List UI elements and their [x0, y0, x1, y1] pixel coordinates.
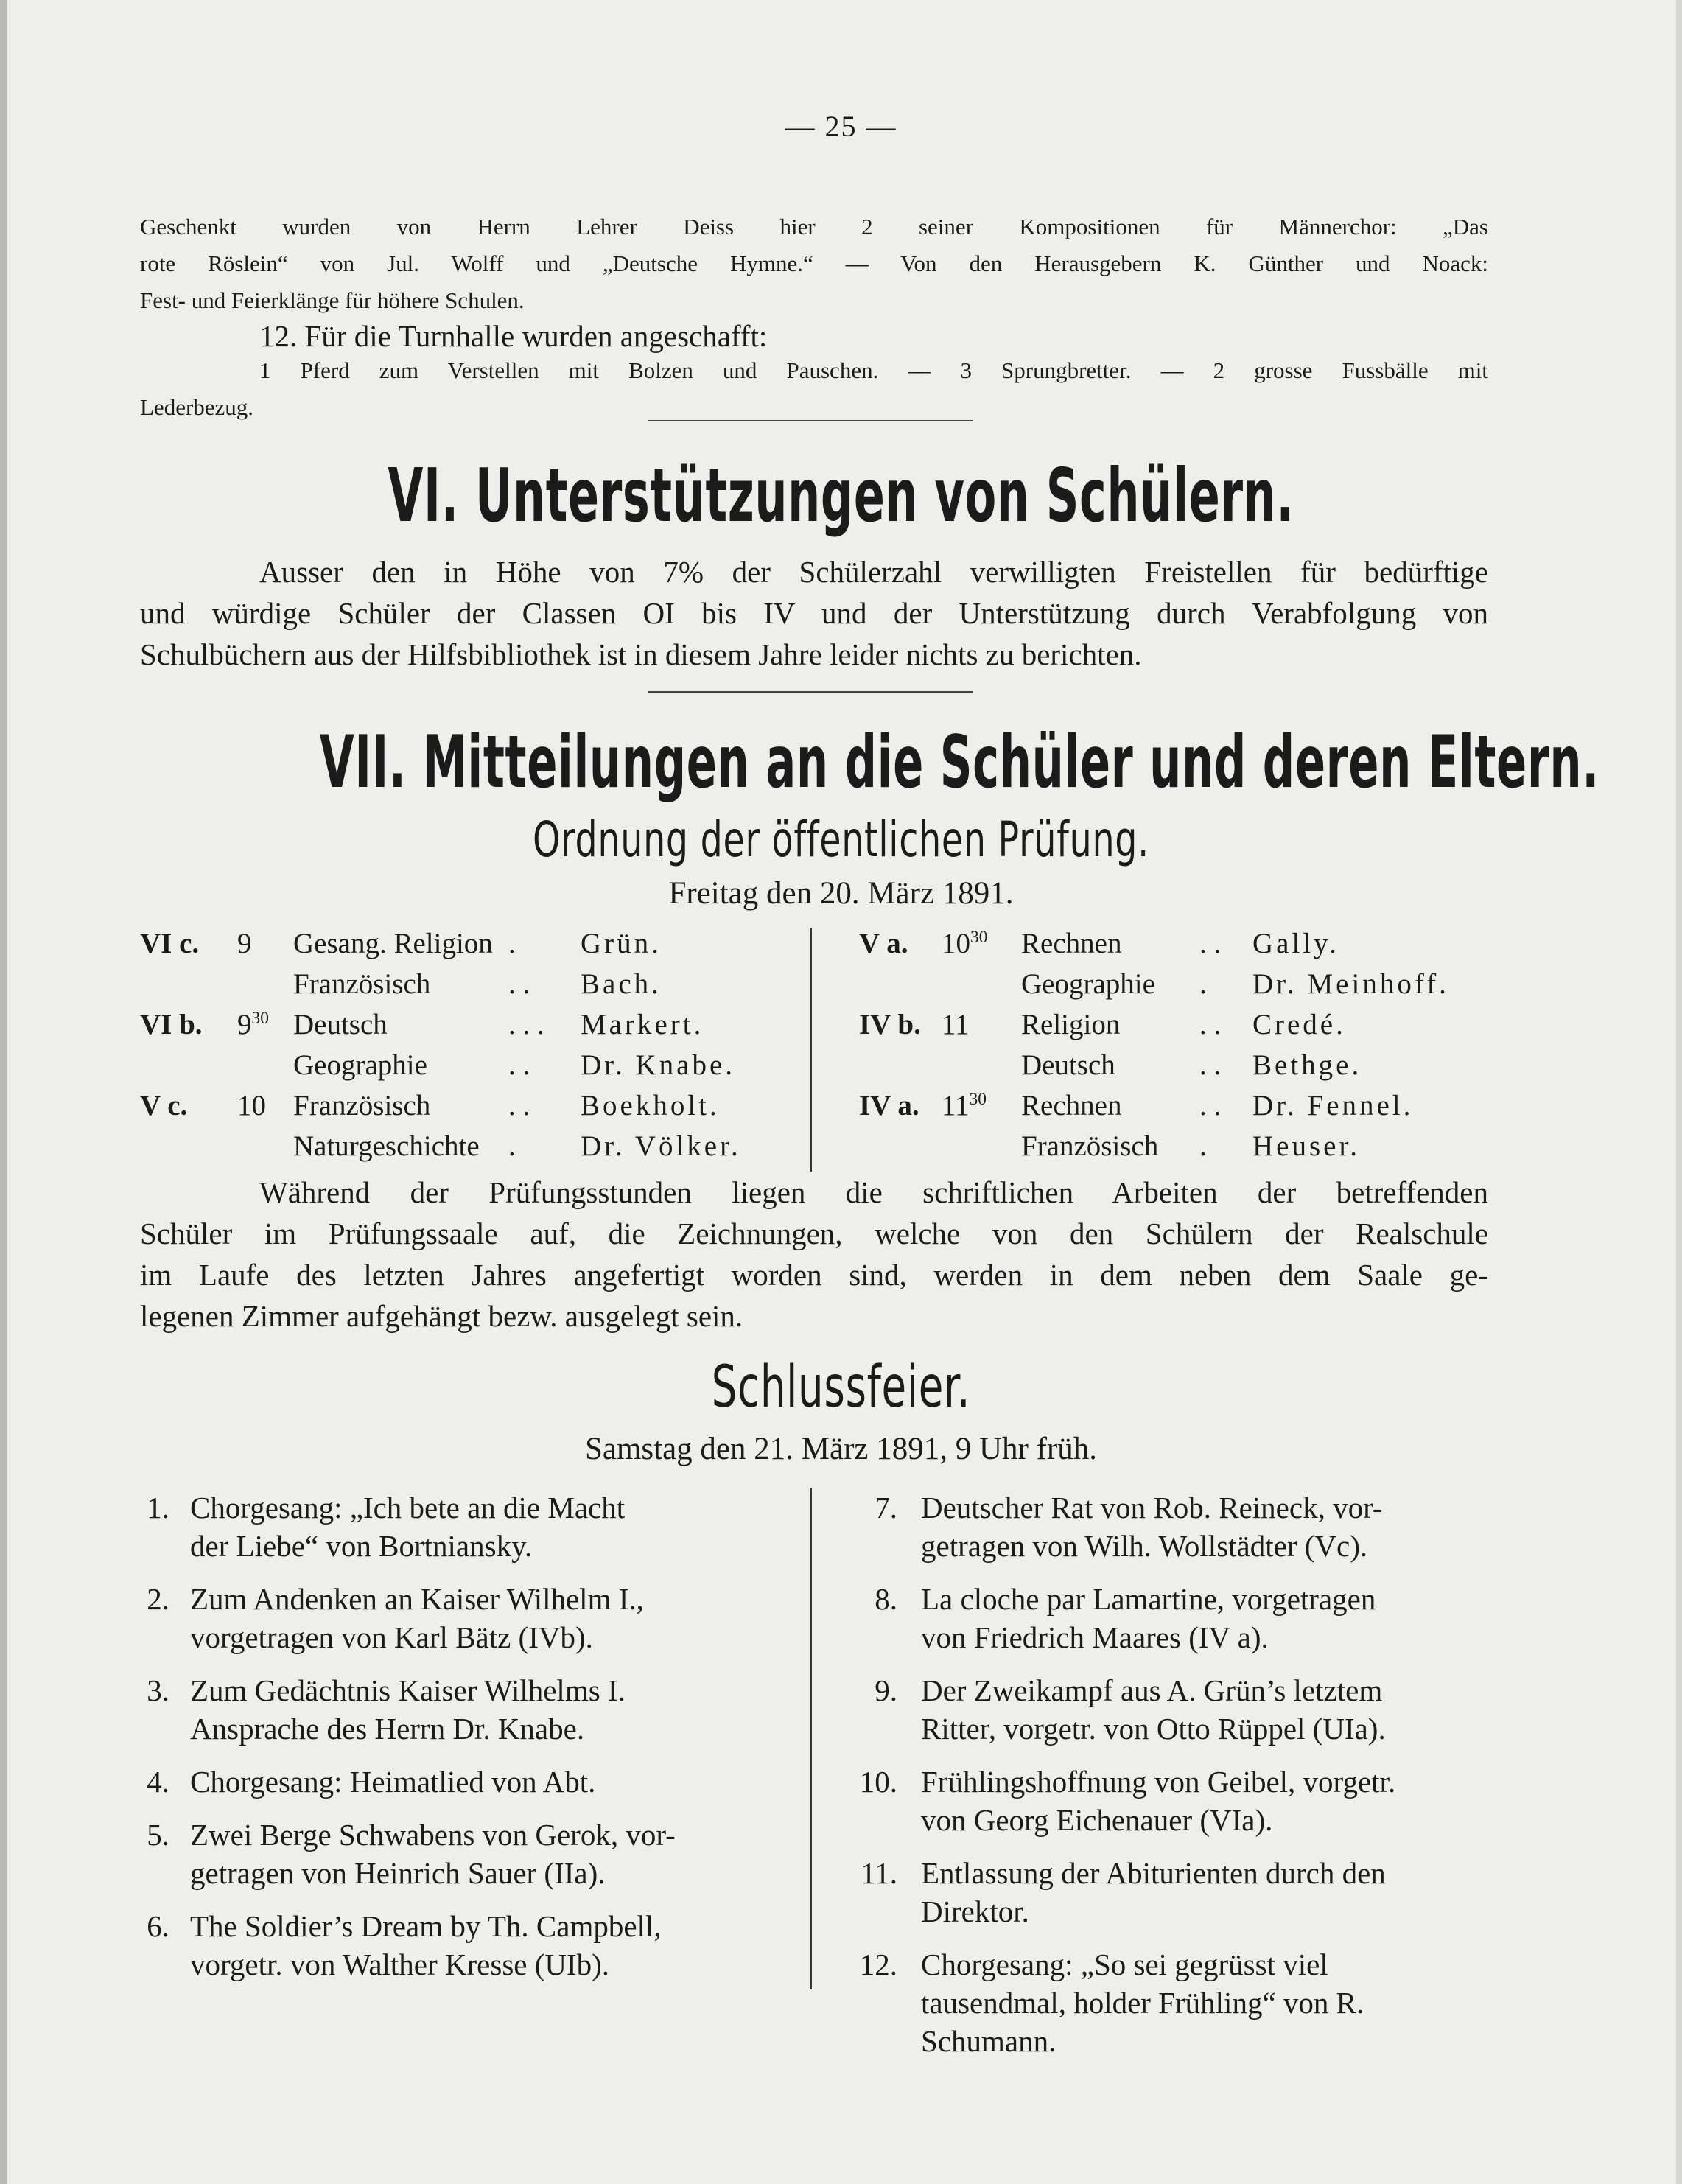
exam-dots: . .	[1199, 1009, 1222, 1040]
exam-teacher: Boekholt.	[581, 1090, 720, 1121]
schlussfeier-title: Schlussfeier.	[711, 1354, 971, 1421]
program-item-line: Deutscher Rat von Rob. Reineck, vor-	[921, 1491, 1383, 1525]
program-item-line: Ritter, vorgetr. von Otto Rüppel (UIa).	[921, 1712, 1386, 1746]
program-number: 6.	[147, 1909, 169, 1943]
exam-teacher: Grün.	[581, 928, 662, 959]
program-item-line: von Friedrich Maares (IV a).	[921, 1620, 1269, 1654]
exam-class: VI b.	[140, 1009, 203, 1040]
exam-dots: .	[508, 1130, 516, 1162]
program-number: 1.	[147, 1491, 169, 1525]
exam-teacher: Bach.	[581, 968, 662, 1000]
exam-subject: Französisch	[293, 968, 431, 1000]
section-6-title: VI. Unterstützungen von Schülern.	[388, 452, 1294, 539]
exam-time: $10^{30}$	[942, 928, 988, 959]
exam-subject: Französisch	[293, 1090, 431, 1121]
program-item-line: Chorgesang: „So sei gegrüsst viel	[921, 1947, 1328, 1981]
program-item-line: Entlassung der Abiturienten durch den	[921, 1856, 1386, 1890]
exam-teacher: Bethge.	[1252, 1049, 1362, 1081]
program-item-line: Ansprache des Herrn Dr. Knabe.	[190, 1712, 585, 1746]
exam-subject: Naturgeschichte	[293, 1130, 480, 1162]
page-edge-left	[0, 0, 7, 2184]
program-number: 7.	[875, 1491, 897, 1525]
exam-dots: . .	[1199, 928, 1222, 959]
exam-dots: .	[508, 928, 516, 959]
program-number: 5.	[147, 1818, 169, 1852]
exam-teacher: Dr. Fennel.	[1252, 1090, 1414, 1121]
page-number: — 25 —	[785, 110, 897, 143]
exam-subject: Rechnen	[1021, 1090, 1122, 1121]
exam-class: IV a.	[859, 1090, 919, 1121]
exam-class: IV b.	[859, 1009, 921, 1040]
program-item-line: Schumann.	[921, 2024, 1056, 2058]
program-item-line: getragen von Heinrich Sauer (IIa).	[190, 1856, 606, 1890]
exam-subject: Französisch	[1021, 1130, 1159, 1162]
turnhalle-line-2: Lederbezug.	[140, 394, 254, 420]
exam-subject: Geographie	[1021, 968, 1155, 1000]
exam-dots: .	[1199, 968, 1207, 1000]
program-number: 8.	[875, 1582, 897, 1616]
exam-time: 10	[237, 1090, 266, 1121]
program-number: 12.	[859, 1947, 897, 1981]
exam-note-line-4: legenen Zimmer aufgehängt bezw. ausgelegt sein.	[140, 1299, 743, 1333]
program-item-line: tausendmal, holder Frühling“ von R.	[921, 1986, 1364, 2020]
exam-order-title: Ordnung der öffentlichen Prüfung.	[532, 811, 1150, 868]
exam-dots: . .	[1199, 1049, 1222, 1081]
program-number: 4.	[147, 1765, 169, 1799]
exam-subject: Deutsch	[293, 1009, 388, 1040]
geschenkt-line-2: rote Röslein“ von Jul. Wolff und „Deutsche Hymne.“ — Von den Herausgebern K. Günther und Noack:	[140, 251, 1488, 276]
program-item-line: Chorgesang: Heimatlied von Abt.	[190, 1765, 596, 1799]
exam-teacher: Dr. Knabe.	[581, 1049, 736, 1081]
exam-dots: .	[1199, 1130, 1207, 1162]
program-number: 11.	[861, 1856, 897, 1890]
exam-time: $9^{30}$	[237, 1009, 269, 1040]
section-6-line-2: und würdige Schüler der Classen OI bis IV und der Unterstützung durch Verabfolgung von	[140, 596, 1488, 630]
program-item-line: vorgetr. von Walther Kresse (UIb).	[190, 1947, 610, 1981]
turnhalle-line-1: 1 Pferd zum Verstellen mit Bolzen und Pauschen. — 3 Sprungbretter. — 2 grosse Fussbälle mit	[259, 357, 1488, 383]
exam-teacher: Dr. Meinhoff.	[1252, 968, 1449, 1000]
exam-time: 9	[237, 928, 252, 959]
exam-note-line-1: Während der Prüfungsstunden liegen die schriftlichen Arbeiten der betreffenden	[259, 1175, 1488, 1209]
turnhalle-heading: 12. Für die Turnhalle wurden angeschafft:	[259, 319, 768, 353]
section-6-line-3: Schulbüchern aus der Hilfsbibliothek ist in diesem Jahre leider nichts zu berichten.	[140, 637, 1142, 671]
program-item-line: von Georg Eichenauer (VIa).	[921, 1803, 1273, 1837]
exam-class: V a.	[859, 928, 908, 959]
exam-class: V c.	[140, 1090, 188, 1121]
program-item-line: der Liebe“ von Bortniansky.	[190, 1529, 533, 1563]
program-number: 10.	[859, 1765, 897, 1799]
divider	[648, 420, 973, 421]
program-number: 2.	[147, 1582, 169, 1616]
exam-teacher: Gally.	[1252, 928, 1339, 959]
section-6-line-1: Ausser den in Höhe von 7% der Schülerzahl verwilligten Freistellen für bedürftige	[259, 555, 1488, 589]
program-item-line: Zwei Berge Schwabens von Gerok, vor-	[190, 1818, 676, 1852]
exam-dots: . .	[508, 968, 530, 1000]
program-item-line: Frühlingshoffnung von Geibel, vorgetr.	[921, 1765, 1396, 1799]
exam-note-line-3: im Laufe des letzten Jahres angefertigt worden sind, werden in dem neben dem Saale ge-	[140, 1258, 1488, 1292]
exam-teacher: Dr. Völker.	[581, 1130, 741, 1162]
exam-class: VI c.	[140, 928, 200, 959]
exam-subject: Gesang. Religion	[293, 928, 493, 959]
column-divider	[810, 1488, 812, 1989]
exam-subject: Geographie	[293, 1049, 427, 1081]
program-item-line: Der Zweikampf aus A. Grün’s letztem	[921, 1673, 1383, 1707]
section-7-title: VII. Mitteilungen an die Schüler und deren Eltern.	[319, 721, 1599, 805]
divider	[648, 691, 973, 693]
exam-dots: . . .	[508, 1009, 544, 1040]
exam-note-line-2: Schüler im Prüfungssaale auf, die Zeichnungen, welche von den Schülern der Realschule	[140, 1217, 1488, 1250]
exam-time: 11	[942, 1009, 970, 1040]
exam-dots: . .	[1199, 1090, 1222, 1121]
geschenkt-line-3: Fest- und Feierklänge für höhere Schulen.	[140, 287, 525, 313]
exam-date: Freitag den 20. März 1891.	[668, 876, 1014, 911]
exam-subject: Rechnen	[1021, 928, 1122, 959]
program-number: 9.	[875, 1673, 897, 1707]
page-edge-right	[1676, 0, 1682, 2184]
program-number: 3.	[147, 1673, 169, 1707]
exam-dots: . .	[508, 1049, 530, 1081]
geschenkt-line-1: Geschenkt wurden von Herrn Lehrer Deiss hier 2 seiner Kompositionen für Männerchor: „Das	[140, 214, 1488, 239]
program-item-line: vorgetragen von Karl Bätz (IVb).	[190, 1620, 593, 1654]
program-item-line: The Soldier’s Dream by Th. Campbell,	[190, 1909, 662, 1943]
program-item-line: Direktor.	[921, 1894, 1029, 1928]
program-item-line: Chorgesang: „Ich bete an die Macht	[190, 1491, 626, 1525]
column-divider	[810, 928, 812, 1172]
program-item-line: Zum Gedächtnis Kaiser Wilhelms I.	[190, 1673, 626, 1707]
exam-subject: Religion	[1021, 1009, 1121, 1040]
exam-teacher: Credé.	[1252, 1009, 1346, 1040]
program-item-line: Zum Andenken an Kaiser Wilhelm I.,	[190, 1582, 644, 1616]
exam-teacher: Markert.	[581, 1009, 704, 1040]
program-item-line: La cloche par Lamartine, vorgetragen	[921, 1582, 1376, 1616]
program-item-line: getragen von Wilh. Wollstädter (Vc).	[921, 1529, 1368, 1563]
exam-dots: . .	[508, 1090, 530, 1121]
schlussfeier-date: Samstag den 21. März 1891, 9 Uhr früh.	[584, 1432, 1098, 1466]
exam-teacher: Heuser.	[1252, 1130, 1361, 1162]
exam-subject: Deutsch	[1021, 1049, 1115, 1081]
exam-time: $11^{30}$	[942, 1090, 987, 1121]
